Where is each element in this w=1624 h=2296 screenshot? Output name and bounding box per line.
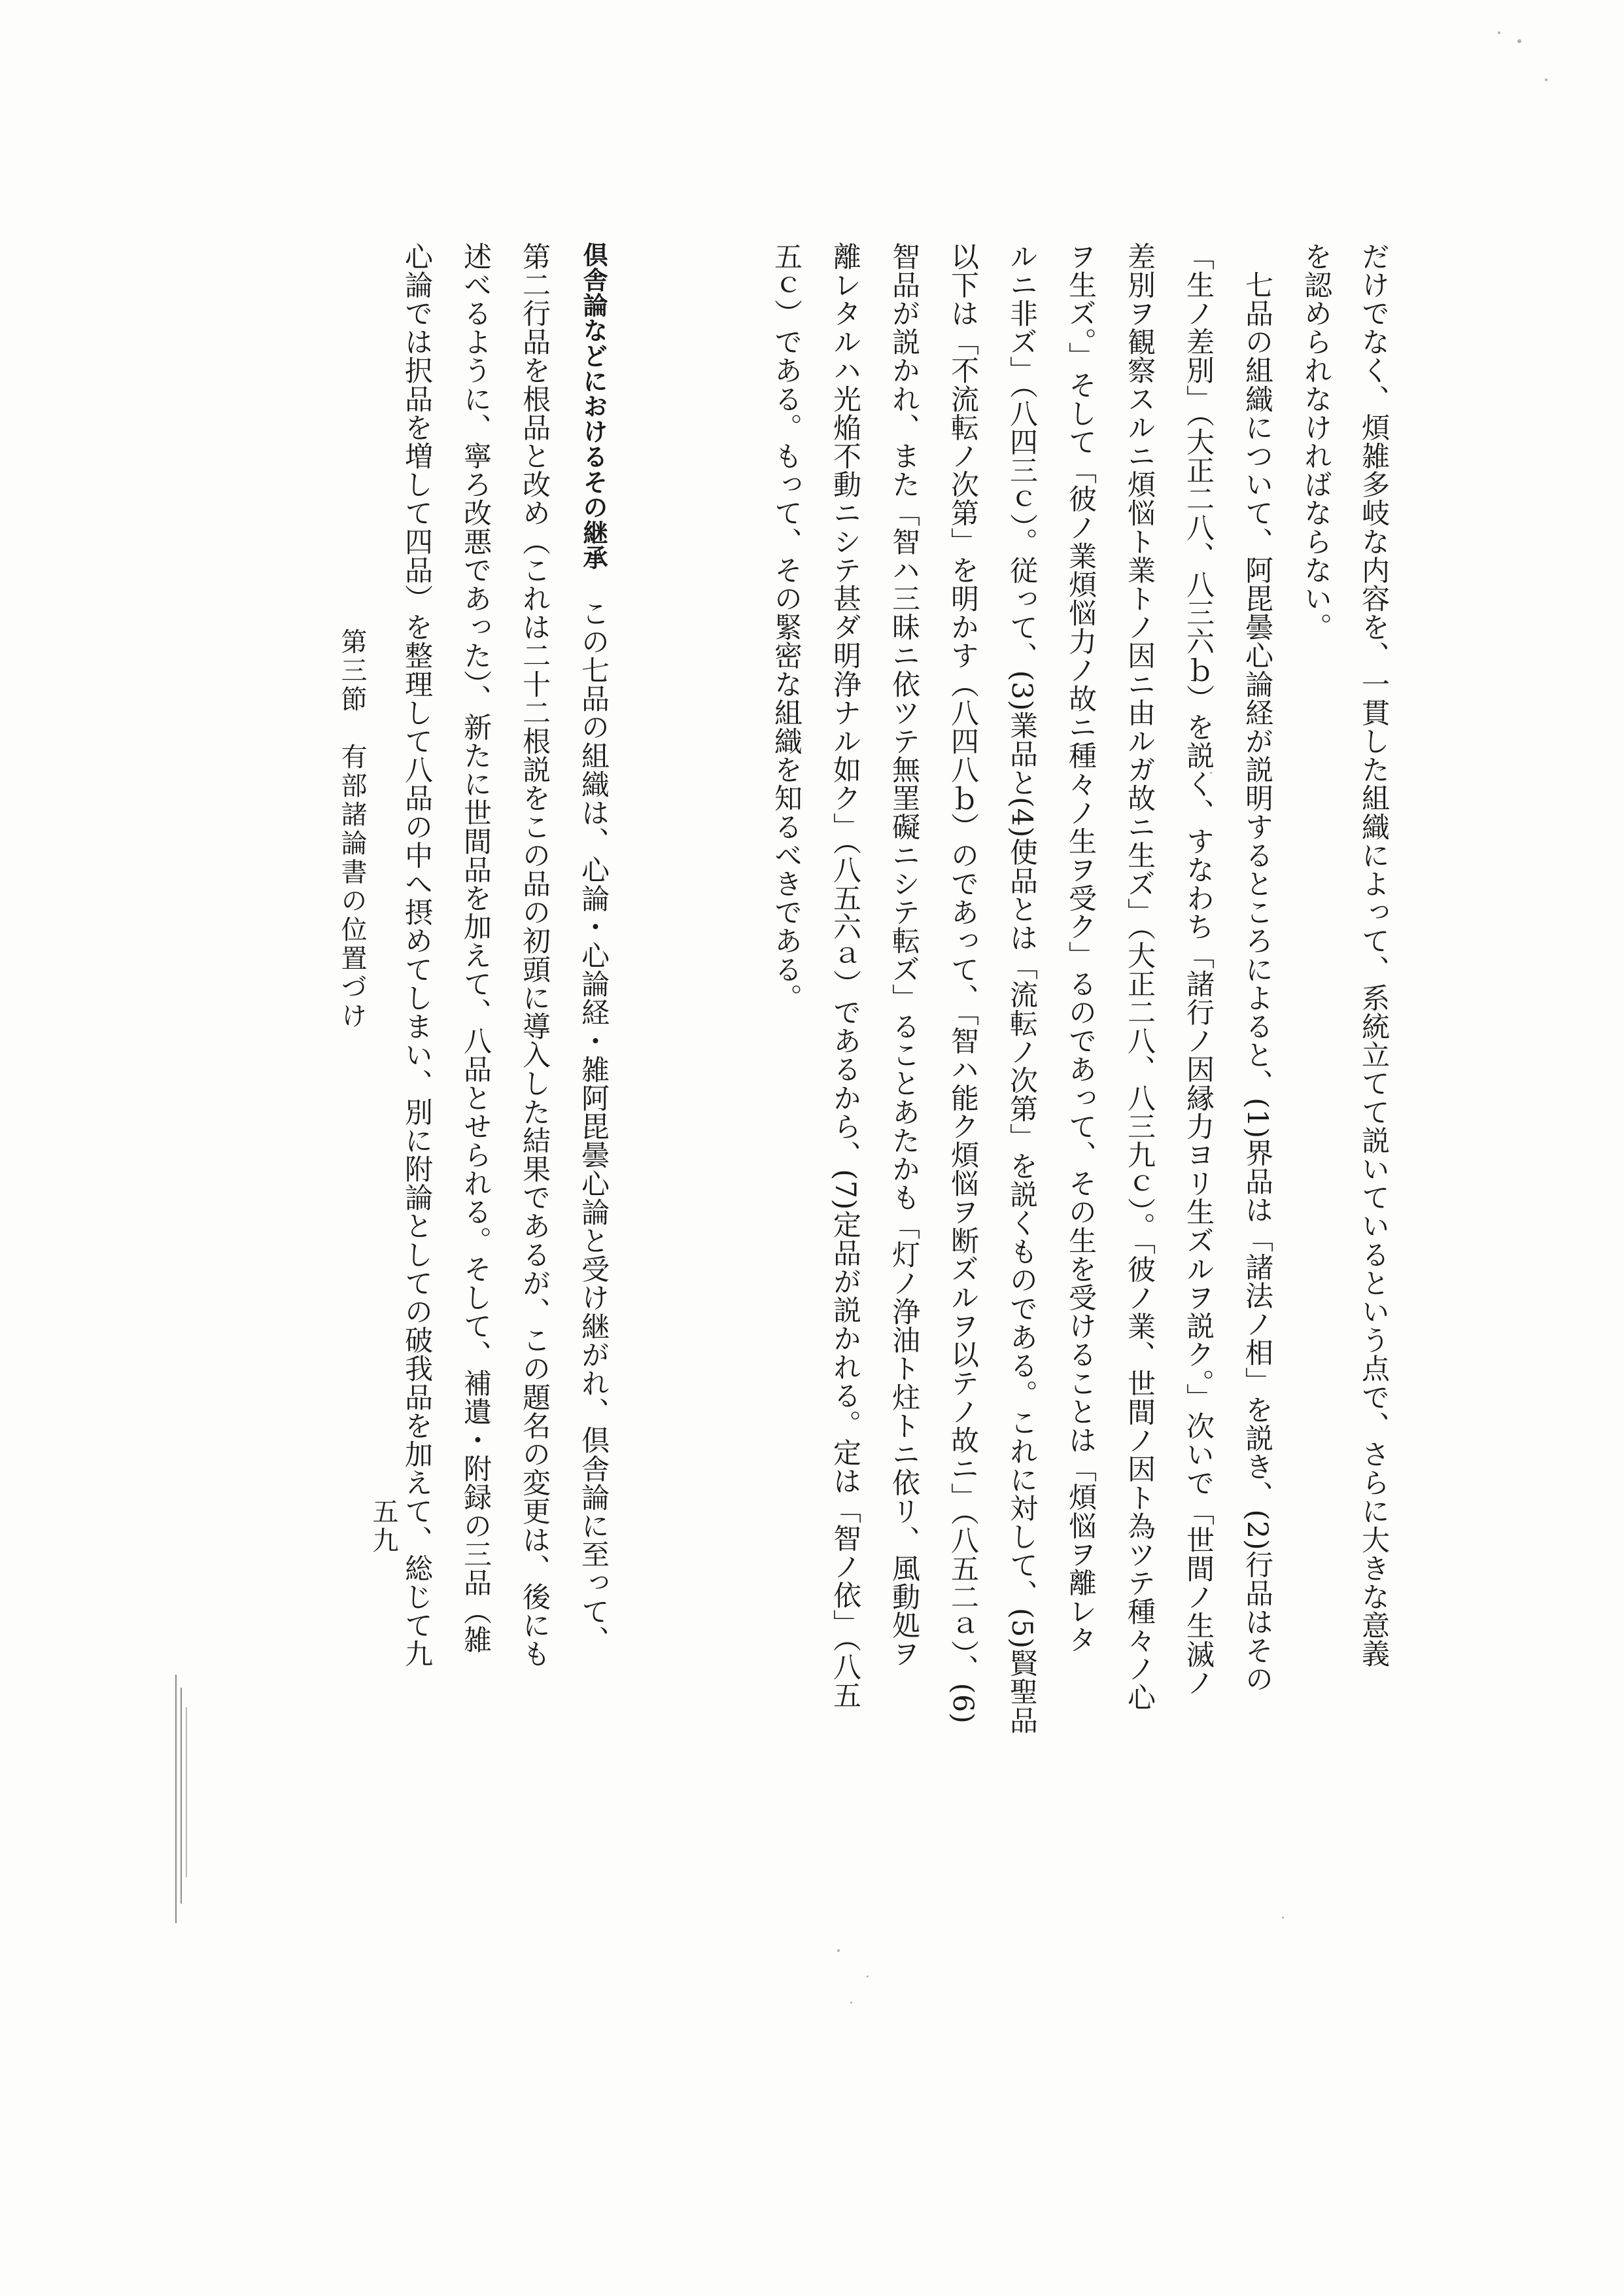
scan-speck	[867, 1975, 869, 1977]
text-line: この七品の組織は、心論・心論経・雑阿毘曇心論と受け継がれ、倶舎論に至って、	[577, 599, 610, 1654]
text-line: 離レタルハ光焔不動ニシテ甚ダ明浄ナル如ク」（八五六ａ）であるから、(7)定品が説かれる。定は「智ノ依」（八五	[829, 242, 861, 1710]
section-column-2	[518, 242, 551, 2021]
text-column-6	[1064, 242, 1097, 2021]
scan-edge-line	[181, 1688, 182, 1904]
text-column-3	[1243, 242, 1271, 2021]
text-line: 第二行品を根品と改め（これは二十二根説をこの品の初頭に導入した結果であるが、この題名の変更は、後にも	[518, 242, 551, 1668]
section-column-3	[459, 242, 492, 2021]
text-line: 差別ヲ観察スルニ煩悩ト業トノ因ニ由ルガ故ニ生ズ」（大正二八、八三九ｃ）。「彼ノ業、世間ノ因ト為ツテ種々ノ心	[1123, 242, 1156, 1712]
text-column-4	[1182, 242, 1215, 2021]
text-line: 智品が説かれ、また「智ハ三昧ニ依ツテ無罣礙ニシテ転ズ」ることあたかも「灯ノ浄油ト炷トニ依リ、風動処ヲ	[888, 242, 920, 1668]
section-heading: 倶舎論などにおけるその継承	[579, 242, 608, 570]
text-line: 「生ノ差別」（大正二八、八三六ｂ）を説く、すなわち「諸行ノ因縁力ヨリ生ズルヲ説ク。」次いで「世間ノ生滅ノ	[1182, 242, 1215, 1697]
text-line: だけでなく、煩雑多岐な内容を、一貫した組織によって、系統立てて説いているという点で、さらに大きな意義	[1357, 242, 1390, 1668]
text-column-7	[1005, 242, 1038, 2021]
text-line: ヲ生ズ。」そして「彼ノ業煩悩力ノ故ニ種々ノ生ヲ受ク」るのであって、その生を受けることは「煩悩ヲ離レタ	[1064, 242, 1097, 1654]
text-column-10	[831, 242, 859, 2021]
text-line: 以下は「不流転ノ次第」を明かす（八四八ｂ）のであって、「智ハ能ク煩悩ヲ断ズルヲ以テノ故ニ」（八五二ａ）、(6)	[946, 242, 979, 1724]
text-line: 述べるように、寧ろ改悪であった）、新たに世間品を加えて、八品とせられる。そして、補遺・附録の三品（雑	[459, 242, 492, 1654]
running-title: 第三節 有部諸論書の位置づけ	[337, 628, 367, 1031]
scan-speck	[1282, 1917, 1284, 1919]
text-line: 心論では択品を増して四品）を整理して八品の中へ摂めてしまい、別に附論としての破我品を加えて、総じて九	[400, 242, 433, 1668]
text-column-8	[946, 242, 979, 2021]
scan-speck	[1545, 78, 1547, 81]
text-line: を認められなければならない。	[1300, 242, 1332, 642]
section-column-4	[400, 242, 433, 2021]
text-column-2	[1302, 242, 1330, 2021]
text-line: ルニ非ズ」（八四三ｃ）。従って、(3)業品と(4)使品とは「流転ノ次第」を説くものである。これに対して、(5)賢聖品	[1005, 242, 1038, 1735]
text-line: 五ｃ）である。もって、その緊密な組織を知るべきである。	[770, 242, 803, 1013]
text-column-5	[1123, 242, 1156, 2021]
text-line: 七品の組織について、阿毘曇心論経が説明するところによると、(1)界品は「諸法ノ相」を説き、(2)行品はその	[1241, 242, 1273, 1694]
text-column-1	[1357, 242, 1390, 2021]
scan-edge-line	[175, 1675, 177, 1923]
page-number: 五九	[368, 1498, 398, 1556]
text-column-9	[890, 242, 918, 2021]
text-column-11	[770, 242, 803, 2021]
scan-edge-line	[186, 1707, 187, 1877]
scan-speck	[1517, 39, 1521, 43]
scan-speck	[1498, 31, 1500, 34]
section-column-1	[577, 242, 610, 2021]
